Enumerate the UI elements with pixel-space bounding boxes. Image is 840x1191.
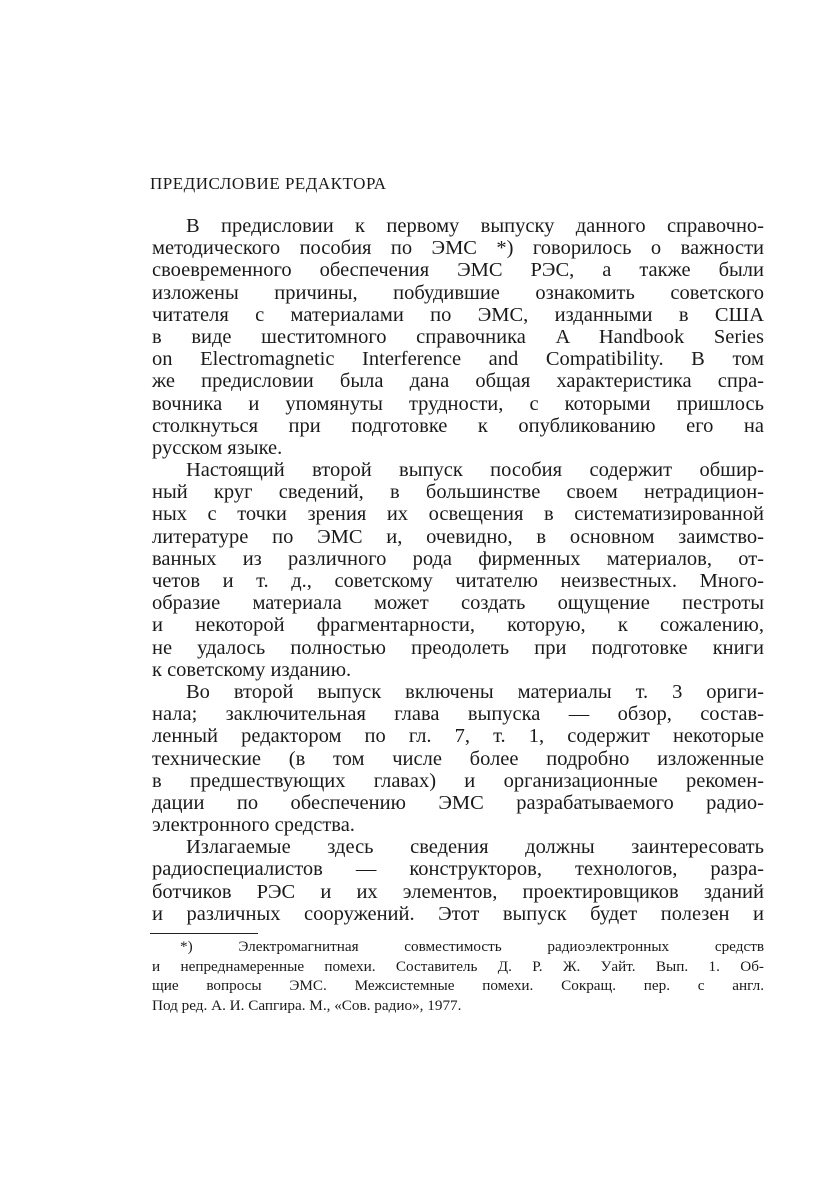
footnote-divider	[150, 933, 258, 934]
footnote-line: *) Электромагнитная совместимость радиоэлектронных средств	[180, 938, 764, 955]
text-line: русском языке.	[152, 436, 283, 459]
footnote	[152, 937, 764, 1015]
footnote-line: и непреднамеренные помехи. Составитель Д. Р. Ж. Уайт. Вып. 1. Об-	[152, 957, 764, 975]
text-line: литературе по ЭМС и, очевидно, в основном заимство-	[152, 525, 764, 548]
text-line: ных с точки зрения их освещения в систематизированной	[152, 503, 764, 526]
text-line: ванных из различного рода фирменных материалов, от-	[152, 547, 764, 570]
text-line: образие материала может создать ощущение пестроты	[152, 592, 764, 615]
text-line: ленный редактором по гл. 7, т. 1, содержит некоторые	[152, 725, 764, 748]
text-line: электронного средства.	[152, 814, 355, 837]
text-line: и некоторой фрагментарности, которую, к сожалению,	[152, 614, 764, 637]
text-line: Во второй выпуск включены материалы т. 3 ориги-	[186, 680, 764, 703]
footnote-line: Под ред. А. И. Сапгира. М., «Сов. радио», 1977.	[152, 996, 462, 1014]
text-line: Настоящий второй выпуск пособия содержит обшир-	[186, 459, 764, 482]
page-title: ПРЕДИСЛОВИЕ РЕДАКТОРА	[150, 174, 387, 193]
text-line: же предисловии была дана общая характеристика спра-	[152, 370, 764, 393]
text-line: вочника и упомянуты трудности, с которыми пришлось	[152, 392, 764, 415]
text-line: не удалось полностью преодолеть при подготовке книги	[152, 636, 764, 659]
text-line: радиоспециалистов — конструкторов, технологов, разра-	[152, 858, 764, 881]
text-line: своевременного обеспечения ЭМС РЭС, а также были	[152, 259, 764, 282]
text-line: столкнуться при подготовке к опубликованию его на	[152, 414, 764, 437]
text-line: Излагаемые здесь сведения должны заинтересовать	[186, 836, 764, 859]
text-line: четов и т. д., советскому читателю неизвестных. Много-	[152, 570, 764, 592]
text-line: к советскому изданию.	[152, 658, 352, 681]
body-text	[152, 215, 764, 925]
text-line: изложены причины, побудившие ознакомить советского	[152, 281, 764, 304]
text-line: В предисловии к первому выпуску данного справочно-	[186, 215, 764, 237]
footnote-line: щие вопросы ЭМС. Межсистемные помехи. Сокращ. пер. с англ.	[152, 977, 764, 995]
text-line: и различных сооружений. Этот выпуск будет полезен и	[152, 902, 764, 925]
text-line: методического пособия по ЭМС *) говорилось о важности	[152, 237, 764, 260]
text-line: технические (в том числе более подробно изложенные	[152, 747, 764, 770]
text-line: нала; заключительная глава выпуска — обзор, состав-	[152, 703, 764, 726]
text-line: читателя с материалами по ЭМС, изданными в США	[152, 303, 764, 326]
text-line: ботчиков РЭС и их элементов, проектировщиков зданий	[152, 880, 764, 903]
text-line: в виде шеститомного справочника A Handbook Series	[152, 325, 764, 348]
text-line: ный круг сведений, в большинстве своем нетрадицион-	[152, 481, 764, 504]
text-line: в предшествующих главах) и организационные рекомен-	[152, 769, 764, 792]
text-line: on Electromagnetic Interference and Compatibility. В том	[152, 348, 764, 371]
text-line: дации по обеспечению ЭМС разрабатываемого радио-	[152, 791, 764, 814]
